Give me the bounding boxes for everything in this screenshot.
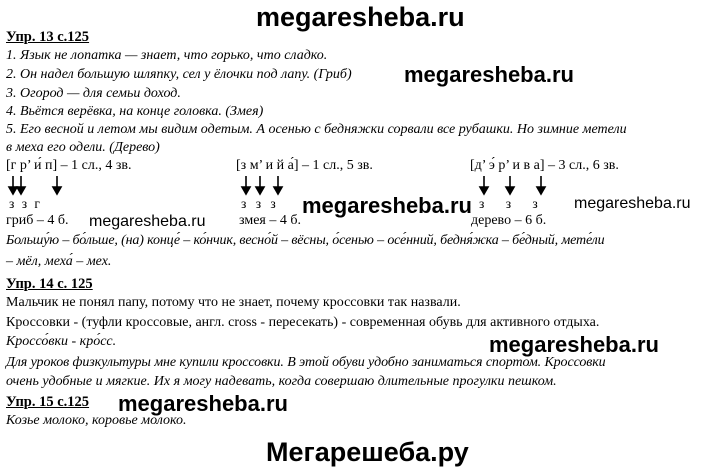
watermark-1: megaresheba.ru: [404, 62, 574, 87]
watermark-top: megaresheba.ru: [256, 2, 465, 32]
count-grib: гриб – 4 б.: [6, 213, 69, 228]
transcription-derevo: [д’ э́ р’ и в а] – 3 сл., 6 зв.: [470, 158, 619, 173]
ex13-line-5: 5. Его весной и летом мы видим одетым. А осенью с бедняжки сорвали все рубашки. Но зимние метели: [6, 122, 627, 137]
marks-grib: з з г: [9, 196, 40, 211]
ex13-line-2: 2. Он надел большую шляпку, сел у ёлочки под лапу. (Гриб): [6, 67, 352, 82]
ex14-header: Упр. 14 с. 125: [6, 276, 93, 292]
ex13-line-4: 4. Вьётся верёвка, на конце головка. (Змея): [6, 104, 264, 119]
arrows: [0, 174, 720, 196]
count-zmeya: змея – 4 б.: [239, 213, 301, 228]
watermark-bottom: Мегарешеба.ру: [266, 437, 469, 467]
ex13-words-2: – мёл, меха́ – мех.: [6, 254, 112, 269]
ex14-line-3: Кроссо́вки - кро́сс.: [6, 334, 117, 349]
ex14-line-2: Кроссовки - (туфли кроссовые, англ. cross - пересекать) - современная обувь для активного отдыха.: [6, 315, 600, 330]
ex14-line-5: очень удобные и мягкие. Их я могу надевать, когда совершаю длительные прогулки пешком.: [6, 374, 557, 389]
watermark-3: megaresheba.ru: [302, 193, 472, 218]
ex13-words-1: Большу́ю – бо́льше, (на) конце́ – ко́нчик, весно́й – вёсны, о́сенью – осе́нний, бедня́жка – бе́дный, мете́ли: [6, 233, 605, 248]
watermark-5: megaresheba.ru: [489, 332, 659, 357]
ex15-line-1: Козье молоко, коровье молоко.: [6, 413, 187, 428]
ex14-line-4: Для уроков физкультуры мне купили кроссовки. В этой обуви удобно заниматься спортом. Кроссовки: [6, 355, 606, 370]
ex13-line-6: в меха его одели. (Дерево): [6, 140, 160, 155]
watermark-6: megaresheba.ru: [118, 391, 288, 416]
ex14-line-1: Мальчик не понял папу, потому что не знает, почему кроссовки так назвали.: [6, 295, 461, 310]
count-derevo: дерево – 6 б.: [471, 213, 547, 228]
ex13-line-3: 3. Огород — для семьи доход.: [6, 86, 181, 101]
marks-derevo: з з з: [479, 196, 538, 211]
ex15-header: Упр. 15 с.125: [6, 394, 90, 410]
watermark-2: megaresheba.ru: [89, 213, 206, 230]
transcription-grib: [г р’ и́ п] – 1 сл., 4 зв.: [6, 158, 132, 173]
watermark-4: megaresheba.ru: [574, 195, 691, 212]
ex13-line-1: 1. Язык не лопатка — знает, что горько, что сладко.: [6, 48, 328, 63]
transcription-zmeya: [з м’ и й а́] – 1 сл., 5 зв.: [236, 158, 373, 173]
marks-zmeya: з з з: [241, 196, 276, 211]
ex13-header: Упр. 13 с.125: [6, 29, 90, 45]
